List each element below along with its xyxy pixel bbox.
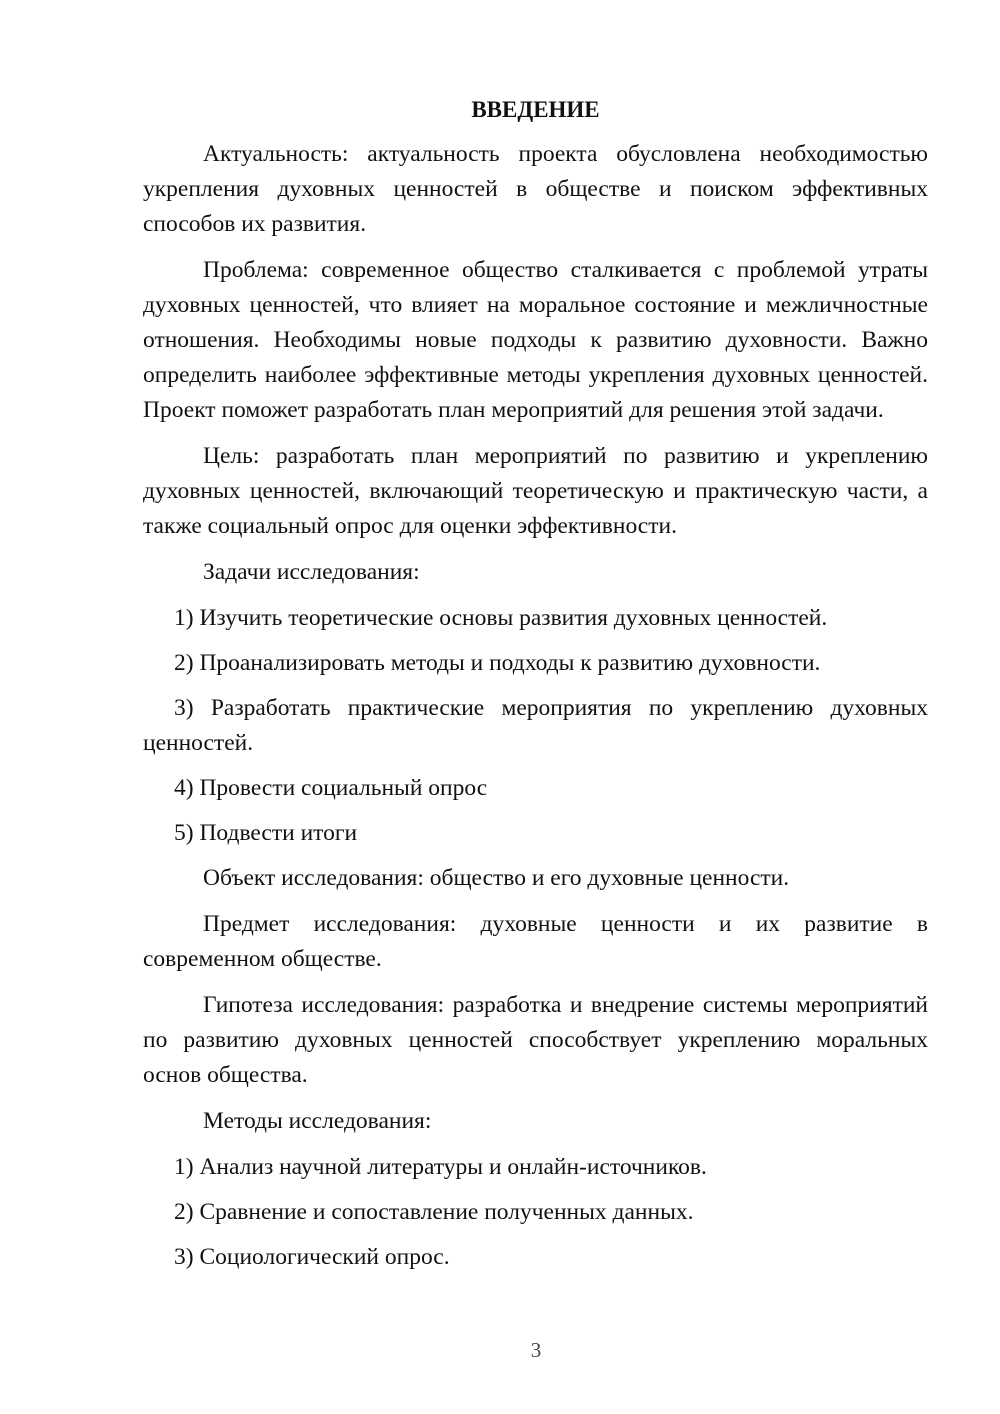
methods-heading: Методы исследования:: [203, 1108, 432, 1134]
tasks-heading: Задачи исследования:: [203, 559, 420, 585]
method-item: 2) Сравнение и сопоставление полученных данных.: [174, 1199, 694, 1225]
task-item: 1) Изучить теоретические основы развития духовных ценностей.: [174, 605, 828, 631]
task-item: 3) Разработать практические мероприятия по укреплению духовных ценностей.: [143, 695, 928, 756]
page-content: [143, 92, 928, 1285]
task-item: 5) Подвести итоги: [174, 820, 358, 846]
task-item: 2) Проанализировать методы и подходы к развитию духовности.: [174, 650, 821, 676]
task-item: 4) Провести социальный опрос: [174, 775, 488, 801]
goal-paragraph: Цель: разработать план мероприятий по развитию и укреплению духовных ценностей, включающий теоретическую и практическую части, а также социальный опрос для оценки эффективности.: [143, 443, 928, 539]
problem-paragraph: Проблема: современное общество сталкивается с проблемой утраты духовных ценностей, что влияет на моральное состояние и межличностные отношения. Необходимы новые подходы к развитию духовности. Важно определить наиболее эффективные методы укрепления духовных ценностей. Проект поможет разработать план мероприятий для решения этой задачи.: [143, 257, 928, 423]
method-item: 1) Анализ научной литературы и онлайн-источников.: [174, 1154, 707, 1180]
method-item: 3) Социологический опрос.: [174, 1244, 450, 1270]
relevance-paragraph: Актуальность: актуальность проекта обусловлена необходимостью укрепления духовных ценностей в обществе и поиском эффективных способов их развития.: [143, 141, 928, 237]
section-title: ВВЕДЕНИЕ: [471, 97, 600, 122]
page-number: 3: [530, 1338, 542, 1362]
hypothesis-paragraph: Гипотеза исследования: разработка и внедрение системы мероприятий по развитию духовных ценностей способствует укреплению моральных основ общества.: [143, 992, 928, 1088]
subject-paragraph: Предмет исследования: духовные ценности и их развитие в современном обществе.: [143, 911, 928, 972]
object-paragraph: Объект исследования: общество и его духовные ценности.: [203, 865, 790, 891]
